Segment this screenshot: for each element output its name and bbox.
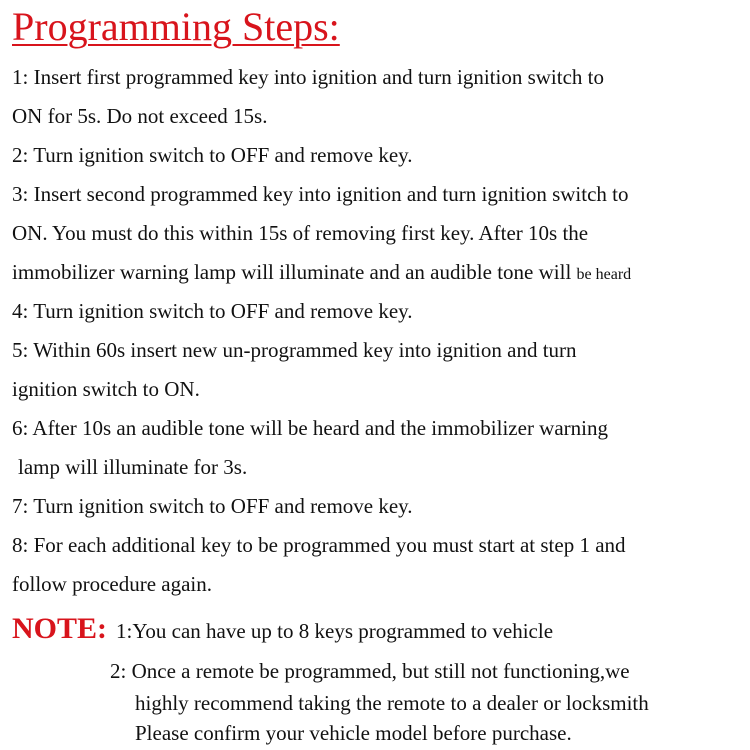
step-3-line-2: ON. You must do this within 15s of removing first key. After 10s the xyxy=(12,221,589,245)
note-item-1: 1:You can have up to 8 keys programmed to vehicle xyxy=(116,619,554,643)
step-1-line-1: 1: Insert first programmed key into ignition and turn ignition switch to xyxy=(12,65,604,89)
step-7: 7: Turn ignition switch to OFF and remove key. xyxy=(12,494,413,518)
note-item-2-line-1: 2: Once a remote be programmed, but still not functioning,we xyxy=(110,659,630,683)
page-title: Programming Steps: xyxy=(12,4,340,49)
step-2: 2: Turn ignition switch to OFF and remove key. xyxy=(12,143,413,167)
step-3-line-3 xyxy=(12,257,631,290)
step-3-line-3-text: immobilizer warning lamp will illuminate and an audible tone will xyxy=(12,260,572,284)
step-8-line-2: follow procedure again. xyxy=(12,572,213,596)
step-4: 4: Turn ignition switch to OFF and remove key. xyxy=(12,299,413,323)
step-1-line-2: ON for 5s. Do not exceed 15s. xyxy=(12,104,268,128)
step-6-line-1: 6: After 10s an audible tone will be heard and the immobilizer warning xyxy=(12,416,608,440)
note-label: NOTE: xyxy=(12,612,108,645)
step-5-line-1: 5: Within 60s insert new un-programmed key into ignition and turn xyxy=(12,338,577,362)
note-item-2-line-2: highly recommend taking the remote to a dealer or locksmith xyxy=(135,691,649,715)
step-5-line-2: ignition switch to ON. xyxy=(12,377,200,401)
step-8-line-1: 8: For each additional key to be programmed you must start at step 1 and xyxy=(12,533,626,557)
step-3-line-3-tail: be heard xyxy=(576,266,632,283)
note-item-2-line-3: Please confirm your vehicle model before purchase. xyxy=(135,721,572,745)
step-3-line-1: 3: Insert second programmed key into ignition and turn ignition switch to xyxy=(12,182,629,206)
step-6-line-2: lamp will illuminate for 3s. xyxy=(18,455,248,479)
